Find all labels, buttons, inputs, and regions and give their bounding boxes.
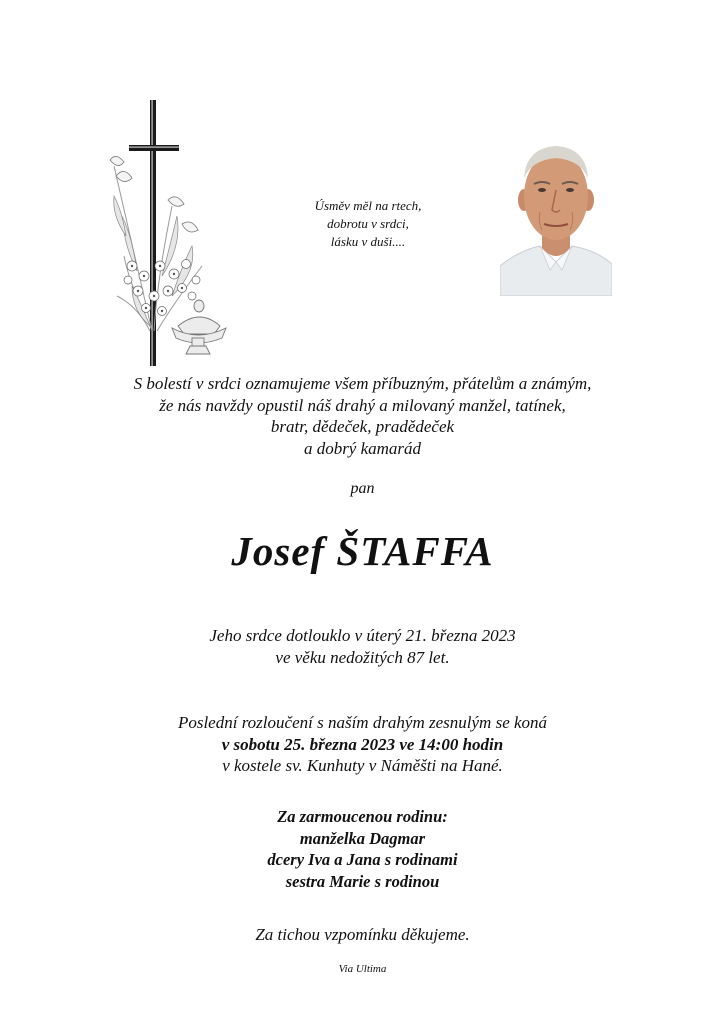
mourning-family [0,806,725,892]
death-line: ve věku nedožitých 87 let. [275,647,450,667]
announcement-line: že nás navždy opustil náš drahý a milovaný manžel, tatínek, [159,395,566,415]
announcement-text [0,373,725,459]
funeral-intro: Poslední rozloučení s naším drahým zesnulým se koná [177,713,548,732]
funeral-datetime: v sobotu 25. března 2023 ve 14:00 hodin [221,734,504,754]
funeral-location: v kostele sv. Kunhuty v Náměšti na Hané. [222,756,503,775]
funeral-details [0,712,725,777]
thanks-line: Za tichou vzpomínku děkujeme. [255,925,470,944]
motto-quote [288,197,448,251]
death-line: Jeho srdce dotlouklo v úterý 21. března 2023 [209,626,516,645]
portrait-photo [500,138,612,296]
announcement-line: bratr, dědeček, pradědeček [270,417,455,436]
death-details [0,625,725,668]
deceased-name: Josef ŠTAFFA [231,528,494,574]
honorific: pan [350,480,375,497]
motto-line: Úsměv měl na rtech, [314,198,422,213]
family-line: dcery Iva a Jana s rodinami [267,850,458,869]
family-line: manželka Dagmar [299,828,426,848]
funeral-agency: Via Ultima [338,963,387,975]
motto-line: dobrotu v srdci, [327,216,409,231]
family-line: Za zarmoucenou rodinu: [277,807,448,826]
announcement-line: a dobrý kamarád [303,438,422,458]
family-line: sestra Marie s rodinou [285,871,440,891]
announcement-line: S bolestí v srdci oznamujeme všem příbuzným, přátelům a známým, [133,374,592,393]
motto-line: lásku v duši.... [330,234,406,249]
cross-flowers-icon [102,96,242,371]
